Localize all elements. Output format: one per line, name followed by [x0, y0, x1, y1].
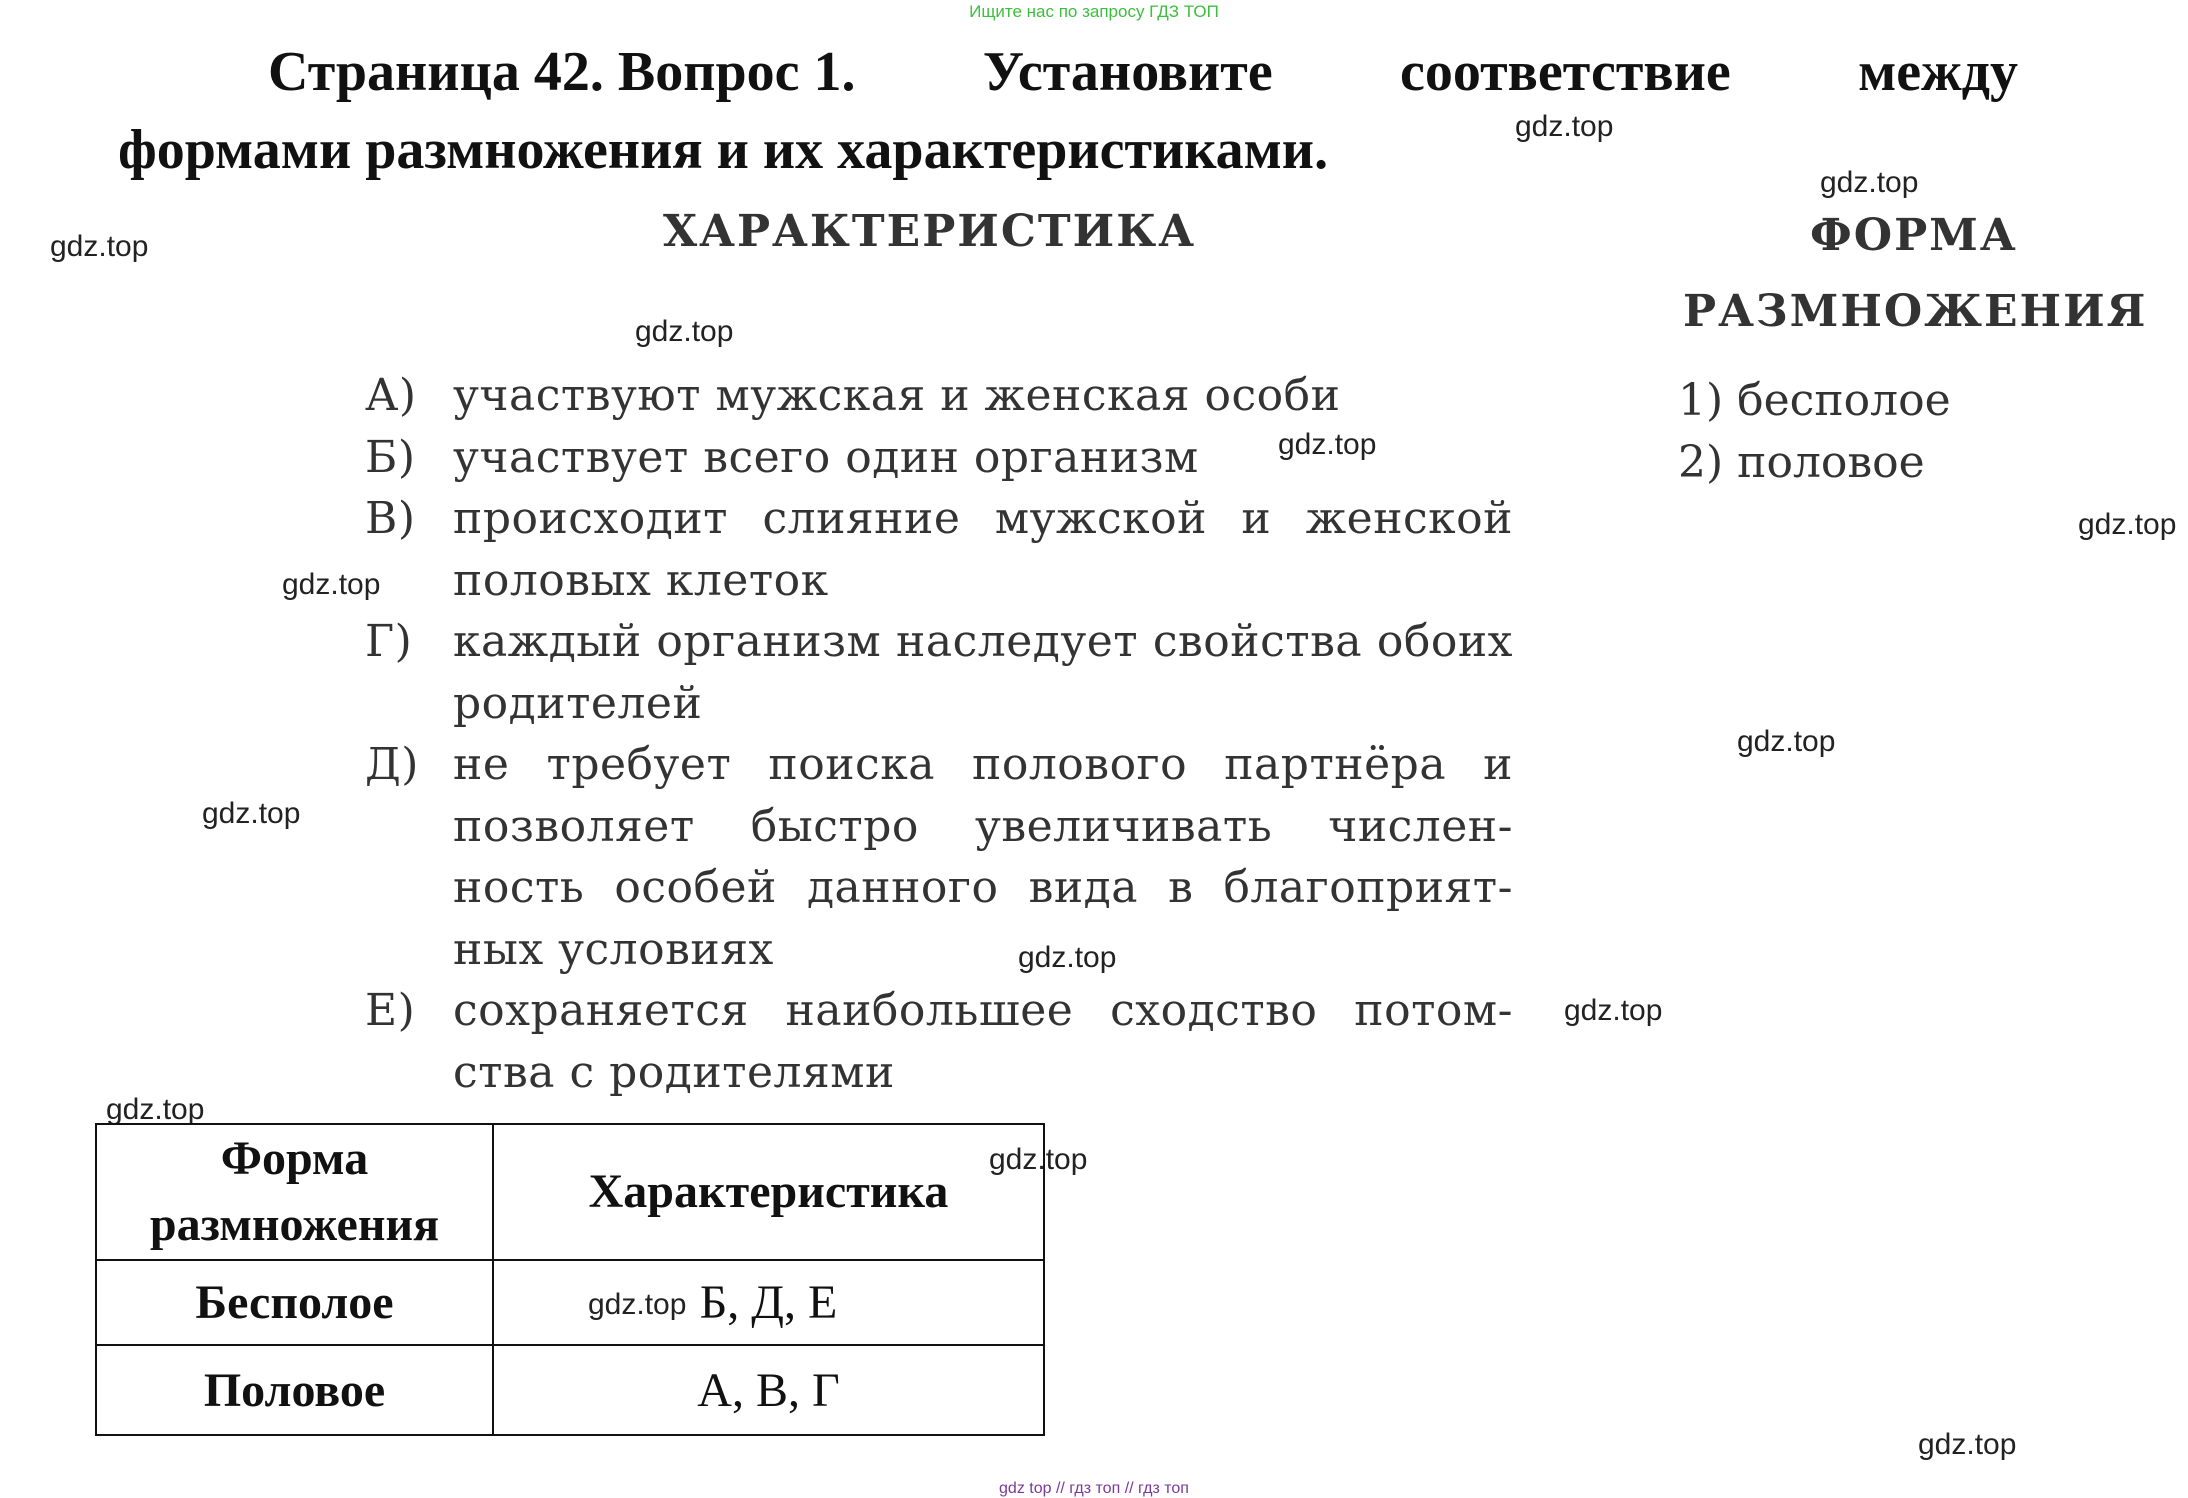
watermark: gdz.top: [1018, 941, 1117, 974]
watermark: gdz.top: [588, 1288, 687, 1321]
watermark: gdz.top: [202, 797, 301, 830]
header-form-line1: Форма: [220, 1132, 369, 1185]
table-header-row: [96, 1124, 1044, 1260]
list-item: 1) бесполое: [1678, 375, 1951, 426]
item-text: участвуют мужская и женская особи: [453, 370, 1341, 421]
list-item: [365, 734, 1513, 980]
page-title-line1: [268, 40, 2018, 104]
watermark: gdz.top: [1515, 110, 1614, 143]
characteristics-list: [365, 365, 1513, 1103]
list-item: [365, 488, 1513, 611]
forms-heading-line1: ФОРМА: [1810, 210, 2018, 261]
row-chars-cell: А, В, Г: [493, 1345, 1044, 1435]
item-letter: Е): [365, 985, 416, 1036]
item-letter: А): [365, 370, 417, 421]
watermark: gdz.top: [1564, 994, 1663, 1027]
title-part-word2: соответствие: [1400, 41, 1731, 103]
title-part-word3: между: [1858, 41, 2018, 103]
item-text: происходит слияние мужской и женской половых клеток: [453, 493, 1513, 606]
row-chars-cell: Б, Д, Е: [493, 1260, 1044, 1345]
item-text: не требует поиска полового партнёра и позволяет быстро увеличивать числен-ность особей данного вида в благоприят-ных условиях: [453, 739, 1513, 975]
watermark: gdz.top: [1918, 1428, 2017, 1461]
list-item: [365, 427, 1513, 489]
list-item: [365, 611, 1513, 734]
item-letter: Д): [365, 739, 419, 790]
title-part-word1: Установите: [982, 41, 1273, 103]
header-cell-characteristic: [493, 1124, 1044, 1260]
item-text: участвует всего один организм: [453, 431, 1199, 483]
watermark: gdz.top: [1278, 428, 1377, 461]
watermark: gdz.top: [282, 568, 381, 601]
list-item: [365, 980, 1513, 1103]
watermark: gdz.top: [1737, 725, 1836, 758]
watermark: gdz.top: [1820, 166, 1919, 199]
top-search-hint[interactable]: Ищите нас по запросу ГДЗ ТОП: [969, 2, 1219, 21]
item-text: сохраняется наибольшее сходство потом-ства с родителями: [453, 985, 1513, 1098]
watermark: gdz.top: [50, 230, 149, 263]
answer-table: [95, 1123, 1045, 1436]
watermark: gdz.top: [989, 1143, 1088, 1176]
characteristics-heading: ХАРАКТЕРИСТИКА: [663, 206, 1197, 257]
watermark: gdz.top: [106, 1093, 205, 1126]
row-form-cell: Бесполое: [96, 1260, 493, 1345]
forms-heading-line2: РАЗМНОЖЕНИЯ: [1683, 286, 2148, 337]
item-letter: В): [365, 493, 416, 544]
item-letter: Б): [365, 431, 416, 483]
footer-links[interactable]: gdz top // гдз топ // гдз топ: [999, 1480, 1189, 1497]
table-row: [96, 1345, 1044, 1435]
item-letter: Г): [365, 616, 413, 667]
forms-list: [1678, 370, 1951, 493]
table-row: [96, 1260, 1044, 1345]
header-cell-form: [96, 1124, 493, 1260]
header-characteristic: Характеристика: [588, 1165, 949, 1218]
page-title-line2: формами размножения и их характеристиками.: [118, 119, 1329, 181]
item-text: каждый организм наследует свойства обоих родителей: [453, 616, 1513, 729]
list-item: 2) половое: [1678, 436, 1925, 488]
title-part-page: Страница 42. Вопрос 1.: [268, 41, 856, 103]
list-item: [365, 365, 1513, 427]
row-form-cell: Половое: [96, 1345, 493, 1435]
header-form-line2: размножения: [149, 1198, 440, 1251]
watermark: gdz.top: [2078, 508, 2177, 541]
watermark: gdz.top: [635, 315, 734, 348]
